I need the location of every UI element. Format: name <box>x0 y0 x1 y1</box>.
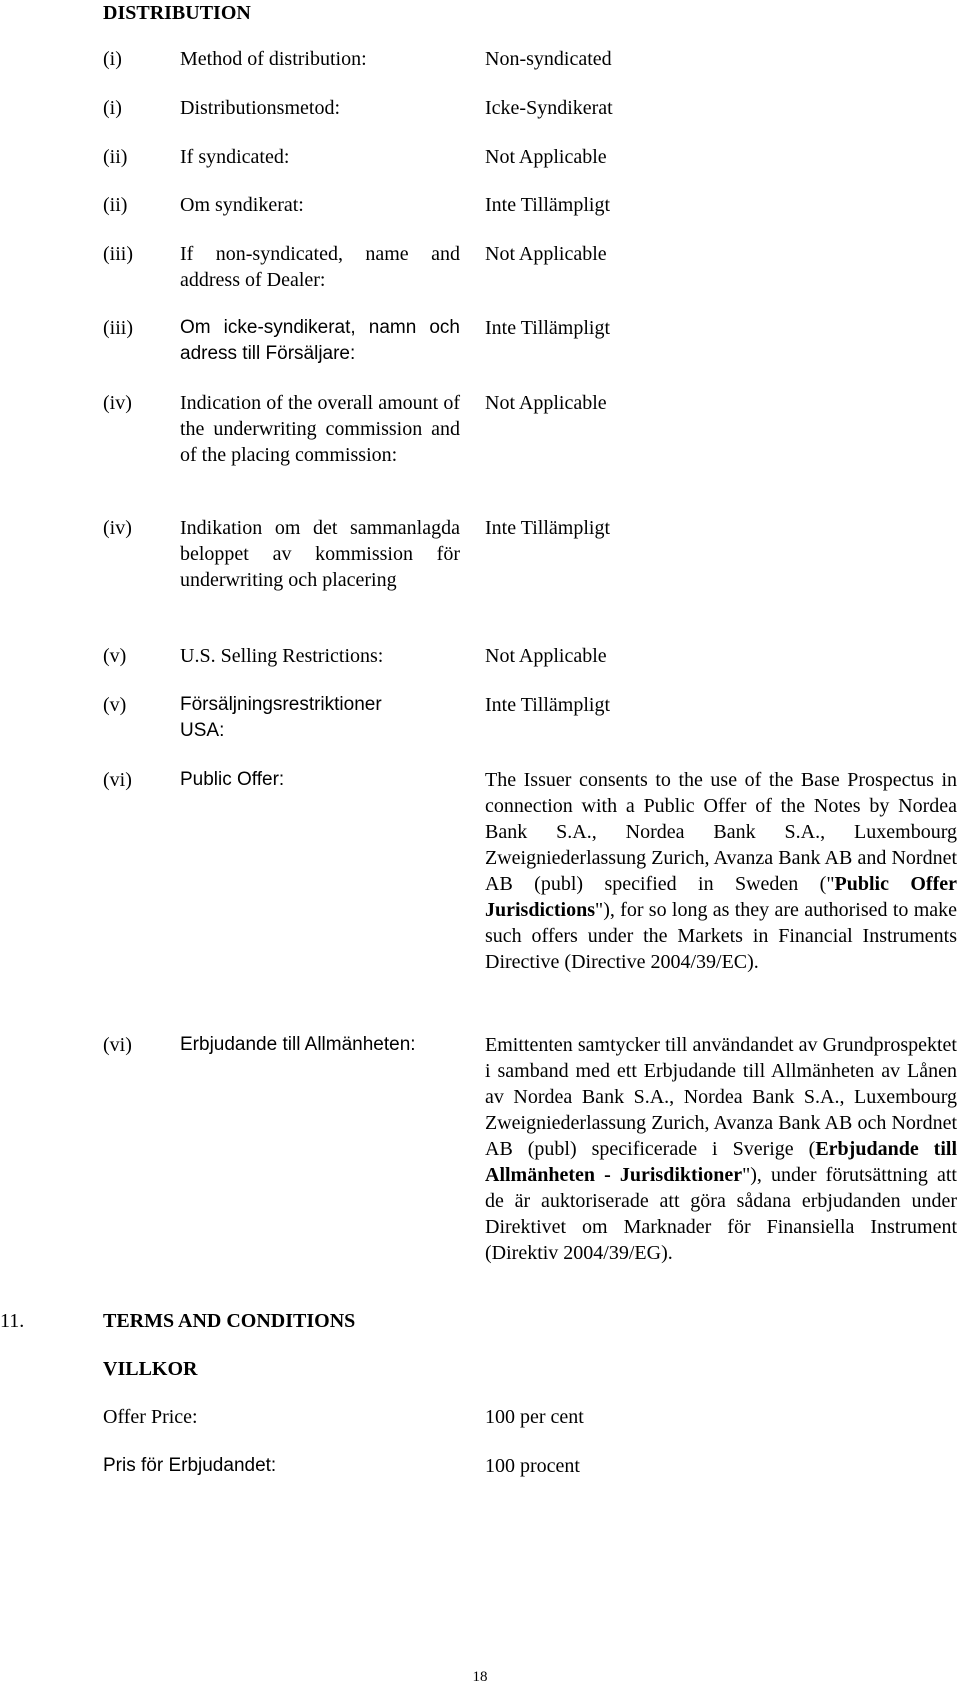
row-label: Indication of the overall amount of the underwriting commission and of the placing commission: <box>180 392 460 466</box>
row-value-text: The Issuer consents to the use of the Base Prospectus in connection with a Public Offer of the Notes by Nordea Bank S.A., Nordea Bank S.A., Luxembourg Zweigniederlassung Zurich, Avanza Bank AB and Nordnet AB (publ) specified in Sweden (" <box>485 769 957 895</box>
row-value: Not Applicable <box>485 392 607 414</box>
row-number: (v) <box>103 645 127 667</box>
terms-number: 11. <box>0 1310 25 1332</box>
row-number: (i) <box>103 48 122 70</box>
row-number: (iii) <box>103 243 133 265</box>
row-label: Public Offer: <box>180 769 285 790</box>
row-value-bold: Public Offer Jurisdictions <box>485 873 957 921</box>
row-number: (i) <box>103 97 122 119</box>
row-number: (iv) <box>103 517 132 539</box>
row-number: (iii) <box>103 317 133 339</box>
page-number: 18 <box>472 1669 488 1685</box>
row-number: (ii) <box>103 146 128 168</box>
row-value: Inte Tillämpligt <box>485 194 611 216</box>
row-number: (iv) <box>103 392 132 414</box>
row-value: Inte Tillämpligt <box>485 694 611 716</box>
row-number: (v) <box>103 694 127 716</box>
row-value: Non-syndicated <box>485 48 612 70</box>
row-value: Inte Tillämpligt <box>485 317 611 339</box>
terms-item-value: 100 per cent <box>485 1406 584 1428</box>
row-value: Not Applicable <box>485 146 607 168</box>
section-heading: DISTRIBUTION <box>103 2 251 24</box>
row-value: Not Applicable <box>485 243 607 265</box>
row-label: If non-syndicated, name and address of Dealer: <box>180 243 460 291</box>
row-value: Inte Tillämpligt <box>485 517 611 539</box>
row-number: (vi) <box>103 1034 132 1056</box>
row-label: If syndicated: <box>180 146 290 168</box>
row-label: U.S. Selling Restrictions: <box>180 645 384 667</box>
row-value-text: "), for so long as they are authorised to make such offers under the Markets in Financial Instruments Directive (Directive 2004/39/EC). <box>485 899 957 973</box>
row-number: (vi) <box>103 769 132 791</box>
terms-item-value: 100 procent <box>485 1455 580 1477</box>
row-value: Icke-Syndikerat <box>485 97 613 119</box>
row-value-text: Emittenten samtycker till användandet av Grundprospektet i samband med ett Erbjudande till Allmänheten av Lånen av Nordea Bank S.A., Nordea Bank S.A., Luxembourg Zweigniederlassung Zurich, Avanza Bank AB och Nordnet AB (publ) specificerade i Sverige ( <box>485 1034 957 1160</box>
terms-item-label: Pris för Erbjudandet: <box>103 1455 277 1476</box>
terms-heading: TERMS AND CONDITIONS <box>103 1310 356 1332</box>
row-value <box>485 1032 957 1266</box>
row-label: Om syndikerat: <box>180 194 304 216</box>
row-label: Om icke-syndikerat, namn och adress till Försäljare: <box>180 317 460 364</box>
row-value <box>485 767 957 975</box>
row-label: Method of distribution: <box>180 48 367 70</box>
row-label: Försäljningsrestriktioner USA: <box>180 694 382 741</box>
row-value: Not Applicable <box>485 645 607 667</box>
row-number: (ii) <box>103 194 128 216</box>
terms-item-label: Offer Price: <box>103 1406 198 1428</box>
terms-subheading: VILLKOR <box>103 1358 198 1380</box>
row-label: Erbjudande till Allmänheten: <box>180 1034 416 1055</box>
row-value-bold: Erbjudande till Allmänheten - Jurisdiktioner <box>485 1138 958 1186</box>
row-label: Indikation om det sammanlagda beloppet av kommission för underwriting och placering <box>180 517 460 591</box>
row-value-text: "), under förutsättning att de är auktoriserade att göra sådana erbjudanden under Direktivet om Marknader för Finansiella Instrument (Direktiv 2004/39/EG). <box>485 1164 957 1264</box>
row-label: Distributionsmetod: <box>180 97 340 119</box>
